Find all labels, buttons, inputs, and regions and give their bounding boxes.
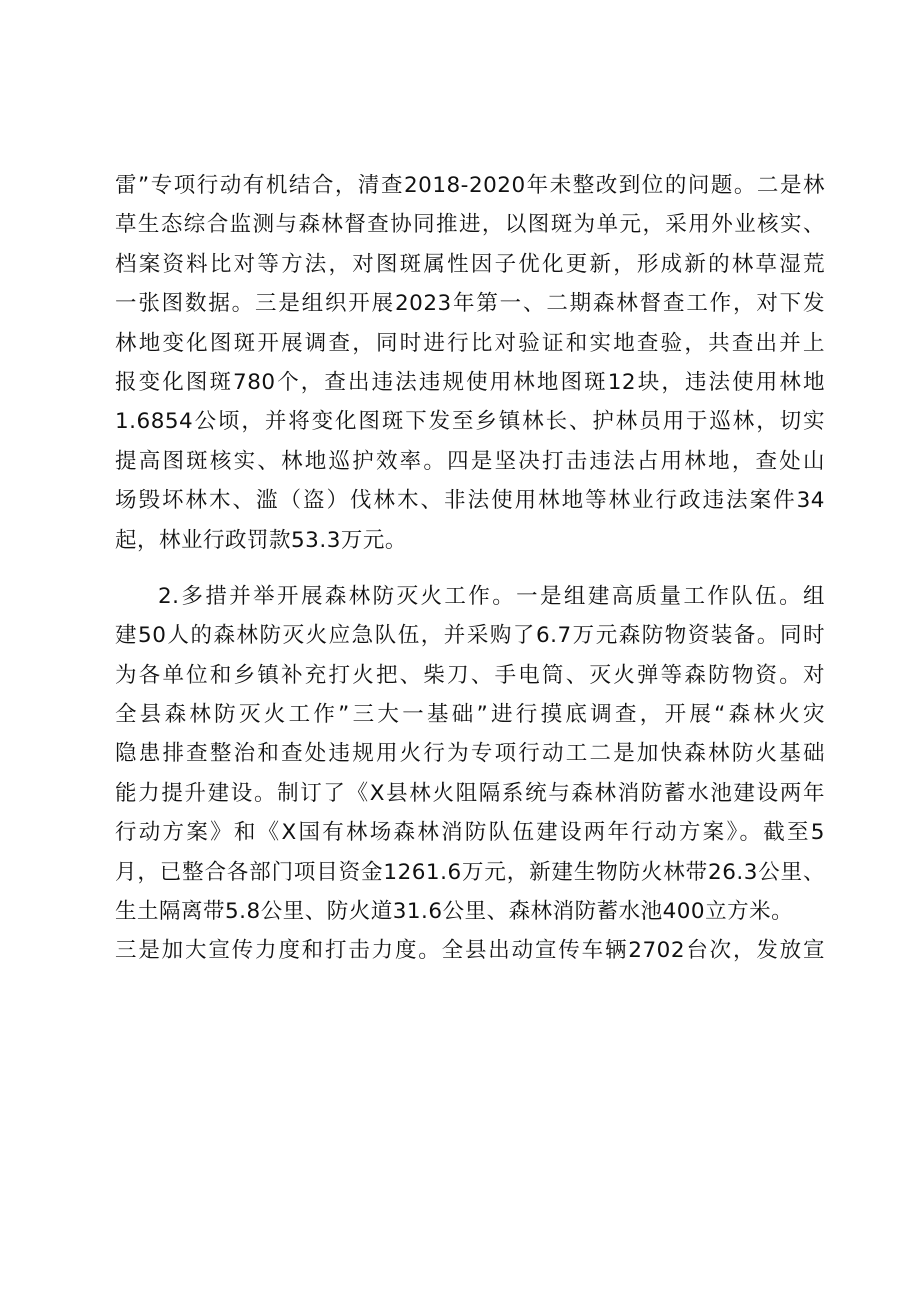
text-line: 月，已整合各部门项目资金1261.6万元，新建生物防火林带26.3公里、 [115, 859, 825, 885]
text-line: 报变化图斑780个，查出违法违规使用林地图斑12块，违法使用林地 [115, 369, 825, 395]
text-line: 1.6854公顷，并将变化图斑下发至乡镇林长、护林员用于巡林，切实 [115, 409, 825, 435]
text-line: 为各单位和乡镇补充打火把、柴刀、手电筒、灭火弹等森防物资。对 [115, 662, 825, 688]
text-line: 提高图斑核实、林地巡护效率。四是坚决打击违法占用林地，查处山 [115, 448, 825, 474]
text-line: 能力提升建设。制订了《X县林火阻隔系统与森林消防蓄水池建设两年 [115, 780, 825, 806]
text-line: 档案资料比对等方法，对图斑属性因子优化更新，形成新的林草湿荒 [115, 251, 825, 277]
text-line: 生土隔离带5.8公里、防火道31.6公里、森林消防蓄水池400立方米。 [115, 899, 794, 925]
paragraph-fire-prevention [115, 577, 825, 971]
document-body [115, 166, 825, 971]
text-line: 一张图数据。三是组织开展2023年第一、二期森林督查工作，对下发 [115, 291, 825, 317]
text-line: 行动方案》和《X国有林场森林消防队伍建设两年行动方案》。截至5 [115, 820, 825, 846]
text-line: 草生态综合监测与森林督查协同推进，以图斑为单元，采用外业核实、 [115, 212, 825, 238]
text-line: 雷”专项行动有机结合，清查2018-2020年未整改到位的问题。二是林 [115, 173, 825, 198]
text-line: 林地变化图斑开展调查，同时进行比对验证和实地查验，共查出并上 [115, 330, 825, 356]
text-line: 2.多措并举开展森林防灭火工作。一是组建高质量工作队伍。组 [158, 583, 825, 609]
paragraph-spacer [115, 560, 825, 577]
text-line: 场毁坏林木、滥（盗）伐林木、非法使用林地等林业行政违法案件34 [115, 488, 825, 514]
text-line: 建50人的森林防灭火应急队伍，并采购了6.7万元森防物资装备。同时 [115, 623, 825, 649]
paragraph-forest-supervision [115, 166, 825, 560]
text-line: 三是加大宣传力度和打击力度。全县出动宣传车辆2702台次，发放宣 [115, 938, 826, 964]
text-line: 隐患排查整治和查处违规用火行为专项行动工二是加快森林防火基础 [115, 741, 825, 767]
text-line: 起，林业行政罚款53.3万元。 [115, 527, 407, 553]
text-line: 全县森林防灭火工作”三大一基础”进行摸底调查，开展“森林火灾 [115, 702, 825, 728]
